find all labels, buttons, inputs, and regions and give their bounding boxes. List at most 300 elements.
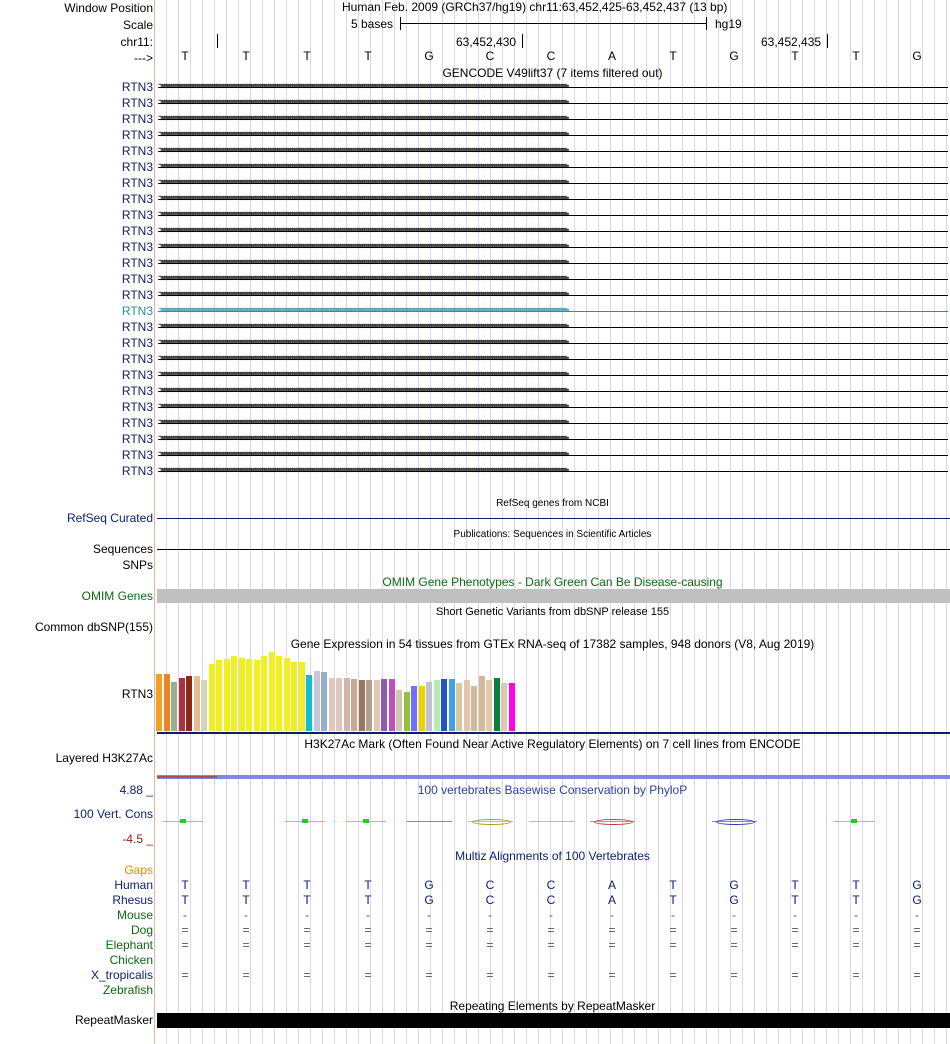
gtex-tissue-bar[interactable]	[426, 682, 432, 731]
alignment-base: G	[912, 878, 922, 892]
gridline	[202, 0, 203, 1044]
gtex-tissue-bar[interactable]	[224, 659, 230, 731]
gtex-tissue-bar[interactable]	[261, 656, 267, 731]
gencode-transcript-feature[interactable]	[158, 275, 948, 283]
gencode-transcript-label[interactable]: RTN3	[121, 288, 153, 302]
alignment-base: =	[730, 938, 738, 952]
gencode-transcript-feature[interactable]	[158, 467, 948, 475]
alignment-base: T	[364, 893, 372, 907]
gencode-transcript-feature[interactable]	[158, 355, 948, 363]
h3k27ac-track-title[interactable]: H3K27Ac Mark (Often Found Near Active Regulatory Elements) on 7 cell lines from ENCODE	[304, 737, 801, 751]
gtex-tissue-bar[interactable]	[299, 662, 305, 731]
alignment-base: =	[181, 938, 189, 952]
alignment-base: -	[366, 908, 370, 922]
alignment-base: G	[912, 893, 922, 907]
gtex-gene-label[interactable]: RTN3	[121, 687, 153, 701]
species-label[interactable]: X_tropicalis	[90, 968, 153, 982]
strand-arrows: >>>>>>>>>>>>>>>>>>>>>>>>>>>>>>>>>>>>>>>>>>>>>>>>>>>>>>>>>>>>>>>>>>>>>>>>>>>>>>>>>>>>>>>>>>>>>>>>>>>>>>>>>>>>>>>>>>>>>>>>>>>>>>>>>>>>>>>>>>>>>>>>>>>>>>>>>>>>>>>>>>>>>>>>>>>>>>>>>>>>>>>>>>>>>>>>>>>>>>>>>>>>>>>>>>>>>>>>>>>>	[158, 337, 567, 347]
ruler-tick	[217, 34, 218, 48]
gridline	[886, 0, 887, 1044]
alignment-base: =	[669, 938, 677, 952]
cons-signal-arc	[472, 819, 511, 825]
gencode-transcript-feature[interactable]	[158, 339, 948, 347]
alignment-base: C	[546, 878, 556, 892]
alignment-base: =	[730, 923, 738, 937]
cons-signal-mark[interactable]	[407, 818, 452, 826]
ruler-tick	[827, 34, 828, 48]
gencode-transcript-label[interactable]: RTN3	[121, 128, 153, 142]
species-label[interactable]: Zebrafish	[102, 983, 153, 997]
gencode-transcript-feature[interactable]	[158, 227, 948, 235]
gencode-transcript-feature[interactable]	[158, 259, 948, 267]
gridline	[562, 0, 563, 1044]
h3k27ac-label[interactable]: Layered H3K27Ac	[55, 751, 153, 765]
gtex-tissue-bar[interactable]	[336, 678, 342, 731]
alignment-base: =	[303, 938, 311, 952]
gtex-tissue-bar[interactable]	[396, 690, 402, 731]
gencode-track-title[interactable]: GENCODE V49lift37 (7 items filtered out)	[442, 66, 663, 80]
alignment-base: G	[424, 878, 434, 892]
multiz-track-title[interactable]: Multiz Alignments of 100 Vertebrates	[455, 849, 650, 863]
gtex-tissue-bar[interactable]	[381, 679, 387, 731]
gencode-transcript-label[interactable]: RTN3	[121, 384, 153, 398]
cons-label[interactable]: 100 Vert. Cons	[73, 807, 153, 821]
alignment-base: -	[610, 908, 614, 922]
gencode-transcript-label[interactable]: RTN3	[121, 256, 153, 270]
gencode-transcript-feature[interactable]	[158, 291, 948, 299]
gencode-transcript-label[interactable]: RTN3	[121, 80, 153, 94]
gridline	[442, 0, 443, 1044]
gtex-tissue-bar[interactable]	[486, 680, 492, 731]
gridline	[334, 0, 335, 1044]
assembly-position-text: Human Feb. 2009 (GRCh37/hg19) chr11:63,452,425-63,452,437 (13 bp)	[342, 0, 728, 14]
gridline	[778, 0, 779, 1044]
db-label: hg19	[715, 17, 742, 31]
repeatmasker-label[interactable]: RepeatMasker	[74, 1013, 153, 1027]
strand-arrows: >>>>>>>>>>>>>>>>>>>>>>>>>>>>>>>>>>>>>>>>>>>>>>>>>>>>>>>>>>>>>>>>>>>>>>>>>>>>>>>>>>>>>>>>>>>>>>>>>>>>>>>>>>>>>>>>>>>>>>>>>>>>>>>>>>>>>>>>>>>>>>>>>>>>>>>>>>>>>>>>>>>>>>>>>>>>>>>>>>>>>>>>>>>>>>>>>>>>>>>>>>>>>>>>>>>>>>>>>>>>	[158, 465, 567, 475]
gencode-transcript-feature[interactable]	[158, 83, 948, 91]
gencode-transcript-label[interactable]: RTN3	[121, 400, 153, 414]
gtex-tissue-bar[interactable]	[186, 676, 192, 731]
strand-arrows: >>>>>>>>>>>>>>>>>>>>>>>>>>>>>>>>>>>>>>>>>>>>>>>>>>>>>>>>>>>>>>>>>>>>>>>>>>>>>>>>>>>>>>>>>>>>>>>>>>>>>>>>>>>>>>>>>>>>>>>>>>>>>>>>>>>>>>>>>>>>>>>>>>>>>>>>>>>>>>>>>>>>>>>>>>>>>>>>>>>>>>>>>>>>>>>>>>>>>>>>>>>>>>>>>>>>>>>>>>>>	[158, 369, 567, 379]
h3k27ac-signal-dark	[157, 776, 217, 778]
gridline	[526, 0, 527, 1044]
gtex-tissue-bar[interactable]	[269, 652, 275, 731]
gtex-track-title[interactable]: Gene Expression in 54 tissues from GTEx RNA-seq of 17382 samples, 948 donors (V8, Aug 2019)	[290, 637, 815, 651]
gencode-transcript-label[interactable]: RTN3	[121, 432, 153, 446]
alignment-base: -	[305, 908, 309, 922]
reference-base: G	[729, 49, 739, 63]
reference-base: T	[364, 49, 372, 63]
strand-arrows: >>>>>>>>>>>>>>>>>>>>>>>>>>>>>>>>>>>>>>>>>>>>>>>>>>>>>>>>>>>>>>>>>>>>>>>>>>>>>>>>>>>>>>>>>>>>>>>>>>>>>>>>>>>>>>>>>>>>>>>>>>>>>>>>>>>>>>>>>>>>>>>>>>>>>>>>>>>>>>>>>>>>>>>>>>>>>>>>>>>>>>>>>>>>>>>>>>>>>>>>>>>>>>>>>>>>>>>>>>>>	[158, 209, 567, 219]
cons-signal-line	[407, 821, 452, 822]
strand-label[interactable]: --->	[134, 51, 153, 65]
alignment-base: =	[425, 923, 433, 937]
gridline	[946, 0, 947, 1044]
gtex-baseline	[157, 732, 950, 734]
gtex-tissue-bar[interactable]	[171, 682, 177, 731]
cons-signal-mark[interactable]	[712, 818, 757, 826]
repeatmasker-feature[interactable]	[157, 1013, 950, 1028]
gridline	[382, 0, 383, 1044]
publications-track-title[interactable]: Publications: Sequences in Scientific Articles	[453, 529, 652, 540]
gtex-tissue-bar[interactable]	[449, 679, 455, 731]
cons-signal-mark[interactable]	[529, 818, 574, 826]
strand-arrows: >>>>>>>>>>>>>>>>>>>>>>>>>>>>>>>>>>>>>>>>>>>>>>>>>>>>>>>>>>>>>>>>>>>>>>>>>>>>>>>>>>>>>>>>>>>>>>>>>>>>>>>>>>>>>>>>>>>>>>>>>>>>>>>>>>>>>>>>>>>>>>>>>>>>>>>>>>>>>>>>>>>>>>>>>>>>>>>>>>>>>>>>>>>>>>>>>>>>>>>>>>>>>>>>>>>>>>>>>>>>	[158, 449, 567, 459]
gridline	[586, 0, 587, 1044]
alignment-base: -	[732, 908, 736, 922]
gencode-transcript-feature[interactable]	[158, 243, 948, 251]
publications-line[interactable]	[157, 549, 950, 550]
alignment-base: =	[608, 968, 616, 982]
reference-base: T	[181, 49, 189, 63]
gridline	[694, 0, 695, 1044]
alignment-base: =	[913, 923, 921, 937]
species-label[interactable]: Chicken	[109, 953, 153, 967]
gridline	[754, 0, 755, 1044]
alignment-base: -	[183, 908, 187, 922]
gtex-tissue-bar[interactable]	[501, 683, 507, 731]
alignment-base: =	[791, 968, 799, 982]
ruler-tick	[522, 34, 523, 48]
strand-arrows: >>>>>>>>>>>>>>>>>>>>>>>>>>>>>>>>>>>>>>>>>>>>>>>>>>>>>>>>>>>>>>>>>>>>>>>>>>>>>>>>>>>>>>>>>>>>>>>>>>>>>>>>>>>>>>>>>>>>>>>>>>>>>>>>>>>>>>>>>>>>>>>>>>>>>>>>>>>>>>>>>>>>>>>>>>>>>>>>>>>>>>>>>>>>>>>>>>>>>>>>>>>>>>>>>>>>>>>>>>>>	[158, 97, 567, 107]
gridline	[706, 0, 707, 1044]
reference-base: T	[791, 49, 799, 63]
gencode-transcript-feature[interactable]	[158, 403, 948, 411]
gtex-tissue-bar[interactable]	[419, 686, 425, 731]
cons-min-label: -4.5 _	[122, 832, 153, 846]
alignment-base: =	[486, 938, 494, 952]
gencode-transcript-label[interactable]: RTN3	[121, 320, 153, 334]
alignment-base: T	[791, 893, 799, 907]
gencode-transcript-label[interactable]: RTN3	[121, 336, 153, 350]
cons-max-label: 4.88 _	[119, 783, 153, 797]
gridline	[214, 0, 215, 1044]
gtex-tissue-bar[interactable]	[306, 675, 312, 731]
gtex-tissue-bar[interactable]	[441, 679, 447, 731]
reference-base: C	[485, 49, 495, 63]
gencode-transcript-label[interactable]: RTN3	[121, 416, 153, 430]
cons-signal-mark[interactable]	[590, 818, 635, 826]
alignment-base: G	[729, 878, 739, 892]
cons-signal-arc	[594, 819, 633, 825]
gridline	[322, 0, 323, 1044]
alignment-base: T	[303, 893, 311, 907]
alignment-base: T	[242, 878, 250, 892]
gencode-transcript-feature[interactable]	[158, 451, 948, 459]
gencode-transcript-feature[interactable]	[158, 147, 948, 155]
cons-signal-mark[interactable]	[834, 818, 874, 826]
gencode-transcript-feature[interactable]	[158, 435, 948, 443]
gridline	[766, 0, 767, 1044]
gtex-tissue-bar[interactable]	[254, 660, 260, 731]
common-dbsnp-label[interactable]: Common dbSNP(155)	[34, 620, 153, 634]
alignment-base: -	[427, 908, 431, 922]
gridline	[274, 0, 275, 1044]
alignment-base: =	[913, 968, 921, 982]
cons-signal-mark[interactable]	[285, 818, 325, 826]
dbsnp-track-title[interactable]: Short Genetic Variants from dbSNP release 155	[435, 606, 670, 618]
alignment-base: T	[791, 878, 799, 892]
alignment-base: =	[547, 968, 555, 982]
gtex-tissue-bar[interactable]	[456, 683, 462, 731]
gtex-tissue-bar[interactable]	[239, 658, 245, 731]
alignment-base: =	[364, 968, 372, 982]
gencode-transcript-feature[interactable]	[158, 179, 948, 187]
gencode-transcript-feature[interactable]	[158, 115, 948, 123]
alignment-base: =	[852, 923, 860, 937]
gridline	[646, 0, 647, 1044]
gencode-transcript-label[interactable]: RTN3	[121, 272, 153, 286]
gencode-transcript-label[interactable]: RTN3	[121, 464, 153, 478]
gtex-tissue-bar[interactable]	[246, 659, 252, 731]
gridline	[718, 0, 719, 1044]
gaps-label[interactable]: Gaps	[124, 863, 153, 877]
cons-track-title[interactable]: 100 vertebrates Basewise Conservation by PhyloP	[417, 783, 688, 797]
omim-genes-label[interactable]: OMIM Genes	[81, 589, 153, 603]
gtex-tissue-bar[interactable]	[276, 656, 282, 731]
alignment-base: A	[607, 893, 616, 907]
alignment-base: =	[242, 968, 250, 982]
gridline	[574, 0, 575, 1044]
reference-base: T	[242, 49, 250, 63]
omim-feature[interactable]	[157, 589, 950, 603]
strand-arrows: >>>>>>>>>>>>>>>>>>>>>>>>>>>>>>>>>>>>>>>>>>>>>>>>>>>>>>>>>>>>>>>>>>>>>>>>>>>>>>>>>>>>>>>>>>>>>>>>>>>>>>>>>>>>>>>>>>>>>>>>>>>>>>>>>>>>>>>>>>>>>>>>>>>>>>>>>>>>>>>>>>>>>>>>>>>>>>>>>>>>>>>>>>>>>>>>>>>>>>>>>>>>>>>>>>>>>>>>>>>>	[158, 385, 567, 395]
gencode-transcript-label[interactable]: RTN3	[121, 368, 153, 382]
alignment-base: A	[607, 878, 616, 892]
scale-bar-left-tick	[400, 17, 401, 30]
gtex-tissue-bar[interactable]	[366, 680, 372, 731]
sequences-label[interactable]: Sequences	[92, 542, 153, 556]
gencode-transcript-feature[interactable]	[158, 323, 948, 331]
alignment-base: =	[303, 968, 311, 982]
cons-signal-mark[interactable]	[346, 818, 386, 826]
omim-track-title[interactable]: OMIM Gene Phenotypes - Dark Green Can Be Disease-causing	[382, 575, 723, 589]
gtex-tissue-bar[interactable]	[194, 676, 200, 731]
species-label[interactable]: Elephant	[105, 938, 153, 952]
gtex-tissue-bar[interactable]	[509, 683, 515, 731]
gtex-tissue-bar[interactable]	[389, 679, 395, 731]
cons-signal-mark[interactable]	[163, 818, 203, 826]
gencode-transcript-label[interactable]: RTN3	[121, 240, 153, 254]
species-label[interactable]: Mouse	[116, 908, 153, 922]
gencode-transcript-label[interactable]: RTN3	[121, 192, 153, 206]
alignment-base: -	[244, 908, 248, 922]
gtex-tissue-bar[interactable]	[404, 692, 410, 731]
gtex-tissue-bar[interactable]	[464, 680, 470, 731]
alignment-base: T	[303, 878, 311, 892]
strand-arrows: >>>>>>>>>>>>>>>>>>>>>>>>>>>>>>>>>>>>>>>>>>>>>>>>>>>>>>>>>>>>>>>>>>>>>>>>>>>>>>>>>>>>>>>>>>>>>>>>>>>>>>>>>>>>>>>>>>>>>>>>>>>>>>>>>>>>>>>>>>>>>>>>>>>>>>>>>>>>>>>>>>>>>>>>>>>>>>>>>>>>>>>>>>>>>>>>>>>>>>>>>>>>>>>>>>>>>>>>>>>>	[158, 241, 567, 251]
chrom-label[interactable]: chr11:	[120, 35, 153, 49]
gencode-transcript-label[interactable]: RTN3	[121, 352, 153, 366]
gridline	[598, 0, 599, 1044]
strand-arrows: >>>>>>>>>>>>>>>>>>>>>>>>>>>>>>>>>>>>>>>>>>>>>>>>>>>>>>>>>>>>>>>>>>>>>>>>>>>>>>>>>>>>>>>>>>>>>>>>>>>>>>>>>>>>>>>>>>>>>>>>>>>>>>>>>>>>>>>>>>>>>>>>>>>>>>>>>>>>>>>>>>>>>>>>>>>>>>>>>>>>>>>>>>>>>>>>>>>>>>>>>>>>>>>>>>>>>>>>>>>>	[158, 321, 567, 331]
gtex-tissue-bar[interactable]	[231, 656, 237, 731]
alignment-base: T	[669, 878, 677, 892]
gridline	[898, 0, 899, 1044]
strand-arrows: >>>>>>>>>>>>>>>>>>>>>>>>>>>>>>>>>>>>>>>>>>>>>>>>>>>>>>>>>>>>>>>>>>>>>>>>>>>>>>>>>>>>>>>>>>>>>>>>>>>>>>>>>>>>>>>>>>>>>>>>>>>>>>>>>>>>>>>>>>>>>>>>>>>>>>>>>>>>>>>>>>>>>>>>>>>>>>>>>>>>>>>>>>>>>>>>>>>>>>>>>>>>>>>>>>>>>>>>>>>>	[158, 113, 567, 123]
alignment-base: =	[791, 923, 799, 937]
gtex-tissue-bar[interactable]	[284, 658, 290, 731]
species-label[interactable]: Human	[114, 878, 153, 892]
alignment-base: =	[486, 923, 494, 937]
strand-arrows: >>>>>>>>>>>>>>>>>>>>>>>>>>>>>>>>>>>>>>>>>>>>>>>>>>>>>>>>>>>>>>>>>>>>>>>>>>>>>>>>>>>>>>>>>>>>>>>>>>>>>>>>>>>>>>>>>>>>>>>>>>>>>>>>>>>>>>>>>>>>>>>>>>>>>>>>>>>>>>>>>>>>>>>>>>>>>>>>>>>>>>>>>>>>>>>>>>>>>>>>>>>>>>>>>>>>>>>>>>>>	[158, 353, 567, 363]
gencode-transcript-feature[interactable]	[158, 307, 948, 315]
gencode-transcript-feature[interactable]	[158, 195, 948, 203]
alignment-base: =	[669, 923, 677, 937]
h3k27ac-signal[interactable]	[157, 775, 950, 779]
gtex-tissue-bar[interactable]	[411, 686, 417, 731]
reference-base: C	[546, 49, 556, 63]
alignment-base: =	[913, 938, 921, 952]
gridline	[478, 0, 479, 1044]
cons-signal-dot	[180, 819, 186, 823]
alignment-base: T	[181, 878, 189, 892]
gencode-transcript-label[interactable]: RTN3	[121, 224, 153, 238]
gridline	[406, 0, 407, 1044]
gtex-tissue-bar[interactable]	[164, 674, 170, 731]
strand-arrows: >>>>>>>>>>>>>>>>>>>>>>>>>>>>>>>>>>>>>>>>>>>>>>>>>>>>>>>>>>>>>>>>>>>>>>>>>>>>>>>>>>>>>>>>>>>>>>>>>>>>>>>>>>>>>>>>>>>>>>>>>>>>>>>>>>>>>>>>>>>>>>>>>>>>>>>>>>>>>>>>>>>>>>>>>>>>>>>>>>>>>>>>>>>>>>>>>>>>>>>>>>>>>>>>>>>>>>>>>>>>	[158, 129, 567, 139]
gencode-transcript-feature[interactable]	[158, 387, 948, 395]
alignment-base: =	[608, 923, 616, 937]
alignment-base: =	[364, 923, 372, 937]
species-label[interactable]: Rhesus	[112, 893, 153, 907]
alignment-base: T	[364, 878, 372, 892]
gridline	[394, 0, 395, 1044]
scale-label[interactable]: Scale	[122, 18, 153, 32]
gencode-transcript-label[interactable]: RTN3	[121, 176, 153, 190]
gencode-transcript-feature[interactable]	[158, 419, 948, 427]
snps-label[interactable]: SNPs	[122, 558, 153, 572]
alignment-base: =	[547, 938, 555, 952]
coord-label-2: 63,452,435	[761, 35, 822, 49]
alignment-base: =	[852, 968, 860, 982]
gtex-tissue-bar[interactable]	[321, 672, 327, 731]
gridline	[226, 0, 227, 1044]
reference-base: T	[669, 49, 677, 63]
alignment-base: =	[364, 938, 372, 952]
alignment-base: -	[793, 908, 797, 922]
gtex-tissue-bar[interactable]	[471, 686, 477, 731]
gtex-tissue-bar[interactable]	[209, 664, 215, 731]
gtex-tissue-bar[interactable]	[351, 679, 357, 731]
gridline	[838, 0, 839, 1044]
gridline	[262, 0, 263, 1044]
gencode-transcript-label[interactable]: RTN3	[121, 112, 153, 126]
gridline	[622, 0, 623, 1044]
gtex-tissue-bar[interactable]	[179, 678, 185, 731]
alignment-base: =	[608, 938, 616, 952]
gtex-expression-chart[interactable]	[156, 650, 556, 731]
gtex-tissue-bar[interactable]	[216, 660, 222, 731]
pane-left-border	[154, 0, 155, 1044]
gtex-tissue-bar[interactable]	[291, 662, 297, 731]
strand-arrows: >>>>>>>>>>>>>>>>>>>>>>>>>>>>>>>>>>>>>>>>>>>>>>>>>>>>>>>>>>>>>>>>>>>>>>>>>>>>>>>>>>>>>>>>>>>>>>>>>>>>>>>>>>>>>>>>>>>>>>>>>>>>>>>>>>>>>>>>>>>>>>>>>>>>>>>>>>>>>>>>>>>>>>>>>>>>>>>>>>>>>>>>>>>>>>>>>>>>>>>>>>>>>>>>>>>>>>>>>>>>	[158, 225, 567, 235]
gtex-tissue-bar[interactable]	[329, 678, 335, 731]
alignment-base: =	[669, 968, 677, 982]
cons-signal-dot	[363, 819, 369, 823]
refseq-curated-label[interactable]: RefSeq Curated	[66, 511, 153, 525]
gridline	[874, 0, 875, 1044]
alignment-base: =	[242, 923, 250, 937]
gencode-transcript-feature[interactable]	[158, 131, 948, 139]
strand-arrows: >>>>>>>>>>>>>>>>>>>>>>>>>>>>>>>>>>>>>>>>>>>>>>>>>>>>>>>>>>>>>>>>>>>>>>>>>>>>>>>>>>>>>>>>>>>>>>>>>>>>>>>>>>>>>>>>>>>>>>>>>>>>>>>>>>>>>>>>>>>>>>>>>>>>>>>>>>>>>>>>>>>>>>>>>>>>>>>>>>>>>>>>>>>>>>>>>>>>>>>>>>>>>>>>>>>>>>>>>>>>	[158, 81, 567, 91]
alignment-base: T	[242, 893, 250, 907]
gtex-tissue-bar[interactable]	[434, 680, 440, 731]
gridline	[934, 0, 935, 1044]
alignment-base: -	[488, 908, 492, 922]
alignment-base: C	[485, 878, 495, 892]
coord-label-1: 63,452,430	[456, 35, 517, 49]
window-position-label[interactable]: Window Position	[64, 1, 153, 15]
strand-arrows: >>>>>>>>>>>>>>>>>>>>>>>>>>>>>>>>>>>>>>>>>>>>>>>>>>>>>>>>>>>>>>>>>>>>>>>>>>>>>>>>>>>>>>>>>>>>>>>>>>>>>>>>>>>>>>>>>>>>>>>>>>>>>>>>>>>>>>>>>>>>>>>>>>>>>>>>>>>>>>>>>>>>>>>>>>>>>>>>>>>>>>>>>>>>>>>>>>>>>>>>>>>>>>>>>>>>>>>>>>>>	[158, 305, 567, 315]
gencode-transcript-label[interactable]: RTN3	[121, 144, 153, 158]
gridline	[466, 0, 467, 1044]
gtex-tissue-bar[interactable]	[344, 678, 350, 731]
scale-bar-right-tick	[706, 17, 707, 30]
alignment-base: =	[425, 968, 433, 982]
species-label[interactable]: Dog	[130, 923, 153, 937]
gencode-transcript-label[interactable]: RTN3	[121, 304, 153, 318]
alignment-base: T	[852, 893, 860, 907]
alignment-base: T	[669, 893, 677, 907]
alignment-base: T	[181, 893, 189, 907]
repeatmasker-track-title[interactable]: Repeating Elements by RepeatMasker	[449, 999, 656, 1013]
gtex-tissue-bar[interactable]	[156, 674, 162, 731]
refseq-line[interactable]	[157, 518, 950, 519]
gtex-tissue-bar[interactable]	[374, 680, 380, 731]
gencode-transcript-feature[interactable]	[158, 371, 948, 379]
alignment-base: G	[729, 893, 739, 907]
gridline	[502, 0, 503, 1044]
gtex-tissue-bar[interactable]	[359, 680, 365, 731]
gencode-transcript-label[interactable]: RTN3	[121, 160, 153, 174]
gencode-transcript-feature[interactable]	[158, 211, 948, 219]
gridline	[166, 0, 167, 1044]
strand-arrows: >>>>>>>>>>>>>>>>>>>>>>>>>>>>>>>>>>>>>>>>>>>>>>>>>>>>>>>>>>>>>>>>>>>>>>>>>>>>>>>>>>>>>>>>>>>>>>>>>>>>>>>>>>>>>>>>>>>>>>>>>>>>>>>>>>>>>>>>>>>>>>>>>>>>>>>>>>>>>>>>>>>>>>>>>>>>>>>>>>>>>>>>>>>>>>>>>>>>>>>>>>>>>>>>>>>>>>>>>>>>	[158, 289, 567, 299]
gridline	[346, 0, 347, 1044]
alignment-base: -	[854, 908, 858, 922]
gtex-tissue-bar[interactable]	[201, 680, 207, 731]
alignment-base: =	[181, 923, 189, 937]
alignment-base: =	[791, 938, 799, 952]
gtex-tissue-bar[interactable]	[494, 678, 500, 731]
reference-base: G	[912, 49, 922, 63]
gencode-transcript-feature[interactable]	[158, 163, 948, 171]
strand-arrows: >>>>>>>>>>>>>>>>>>>>>>>>>>>>>>>>>>>>>>>>>>>>>>>>>>>>>>>>>>>>>>>>>>>>>>>>>>>>>>>>>>>>>>>>>>>>>>>>>>>>>>>>>>>>>>>>>>>>>>>>>>>>>>>>>>>>>>>>>>>>>>>>>>>>>>>>>>>>>>>>>>>>>>>>>>>>>>>>>>>>>>>>>>>>>>>>>>>>>>>>>>>>>>>>>>>>>>>>>>>>	[158, 401, 567, 411]
strand-arrows: >>>>>>>>>>>>>>>>>>>>>>>>>>>>>>>>>>>>>>>>>>>>>>>>>>>>>>>>>>>>>>>>>>>>>>>>>>>>>>>>>>>>>>>>>>>>>>>>>>>>>>>>>>>>>>>>>>>>>>>>>>>>>>>>>>>>>>>>>>>>>>>>>>>>>>>>>>>>>>>>>>>>>>>>>>>>>>>>>>>>>>>>>>>>>>>>>>>>>>>>>>>>>>>>>>>>>>>>>>>>	[158, 273, 567, 283]
refseq-track-title[interactable]: RefSeq genes from NCBI	[496, 498, 609, 509]
gtex-tissue-bar[interactable]	[314, 671, 320, 731]
reference-base: T	[303, 49, 311, 63]
gridline	[454, 0, 455, 1044]
gencode-transcript-label[interactable]: RTN3	[121, 96, 153, 110]
gencode-transcript-label[interactable]: RTN3	[121, 208, 153, 222]
strand-arrows: >>>>>>>>>>>>>>>>>>>>>>>>>>>>>>>>>>>>>>>>>>>>>>>>>>>>>>>>>>>>>>>>>>>>>>>>>>>>>>>>>>>>>>>>>>>>>>>>>>>>>>>>>>>>>>>>>>>>>>>>>>>>>>>>>>>>>>>>>>>>>>>>>>>>>>>>>>>>>>>>>>>>>>>>>>>>>>>>>>>>>>>>>>>>>>>>>>>>>>>>>>>>>>>>>>>>>>>>>>>>	[158, 145, 567, 155]
strand-arrows: >>>>>>>>>>>>>>>>>>>>>>>>>>>>>>>>>>>>>>>>>>>>>>>>>>>>>>>>>>>>>>>>>>>>>>>>>>>>>>>>>>>>>>>>>>>>>>>>>>>>>>>>>>>>>>>>>>>>>>>>>>>>>>>>>>>>>>>>>>>>>>>>>>>>>>>>>>>>>>>>>>>>>>>>>>>>>>>>>>>>>>>>>>>>>>>>>>>>>>>>>>>>>>>>>>>>>>>>>>>>	[158, 161, 567, 171]
gridline	[826, 0, 827, 1044]
alignment-base: =	[730, 968, 738, 982]
cons-signal-mark[interactable]	[468, 818, 513, 826]
alignment-base: =	[547, 923, 555, 937]
alignment-base: =	[181, 968, 189, 982]
strand-arrows: >>>>>>>>>>>>>>>>>>>>>>>>>>>>>>>>>>>>>>>>>>>>>>>>>>>>>>>>>>>>>>>>>>>>>>>>>>>>>>>>>>>>>>>>>>>>>>>>>>>>>>>>>>>>>>>>>>>>>>>>>>>>>>>>>>>>>>>>>>>>>>>>>>>>>>>>>>>>>>>>>>>>>>>>>>>>>>>>>>>>>>>>>>>>>>>>>>>>>>>>>>>>>>>>>>>>>>>>>>>>	[158, 193, 567, 203]
cons-signal-dot	[302, 819, 308, 823]
alignment-base: =	[242, 938, 250, 952]
gencode-transcript-label[interactable]: RTN3	[121, 448, 153, 462]
gtex-tissue-bar[interactable]	[479, 676, 485, 731]
gencode-transcript-feature[interactable]	[158, 99, 948, 107]
